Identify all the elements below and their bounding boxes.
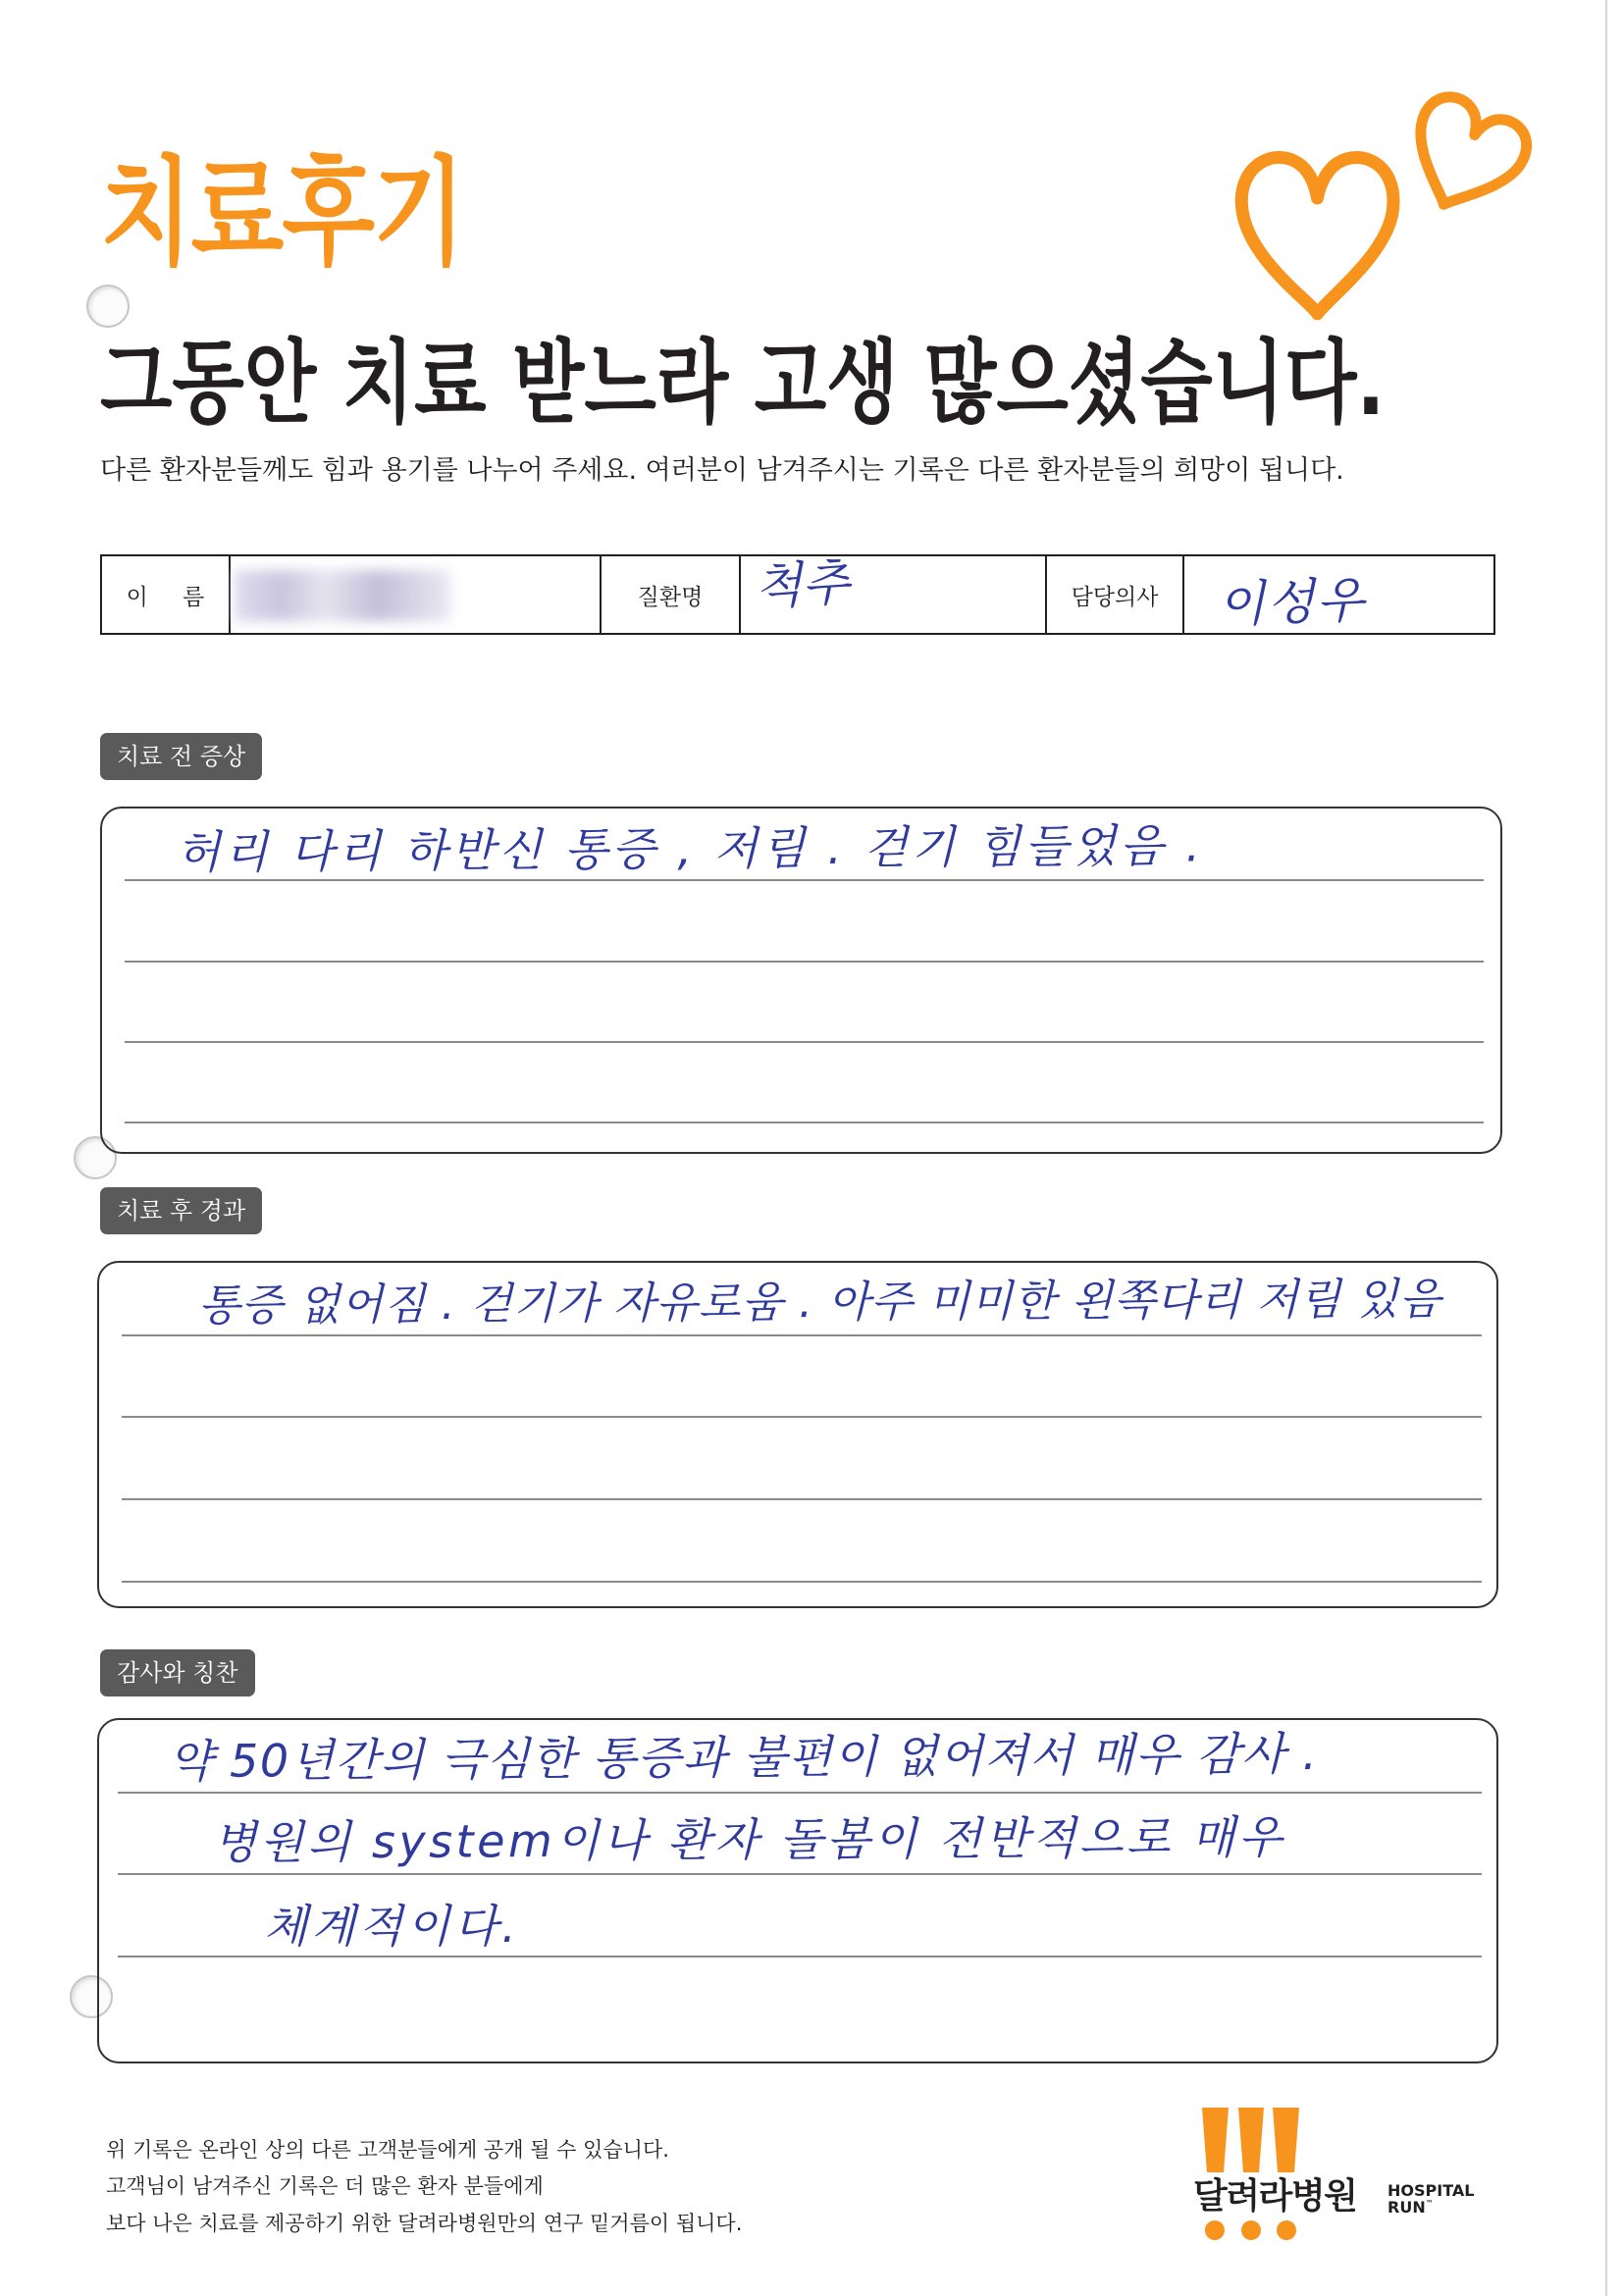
logo-trademark: ™: [1425, 2199, 1434, 2208]
patient-info-table: [100, 554, 1495, 635]
section-label-before-treatment: 치료 전 증상: [100, 733, 262, 780]
writing-line: [122, 1498, 1482, 1500]
disease-value: 척추: [753, 553, 852, 616]
writing-line: [122, 1334, 1482, 1336]
logo-exclamation-dot: [1277, 2220, 1296, 2240]
logo-exclamation-marks: [1195, 2106, 1305, 2243]
hearts-decoration: [1217, 88, 1550, 334]
logo-exclamation-bar: [1238, 2108, 1264, 2172]
writing-line: [122, 1416, 1482, 1418]
punch-hole: [86, 285, 130, 328]
page-title: 치료후기: [100, 145, 464, 283]
handwritten-answer-line: 약 50년간의 극심한 통증과 불편이 없어져서 매우 감사 .: [168, 1726, 1319, 1789]
writing-line: [118, 1956, 1482, 1957]
logo-exclamation-dot: [1205, 2220, 1225, 2240]
logo-english-line-1: HOSPITAL: [1387, 2181, 1475, 2200]
section-label-thanks: 감사와 칭찬: [100, 1649, 255, 1696]
footer-note: 고객님이 남겨주신 기록은 더 많은 환자 분들에게: [106, 2174, 544, 2198]
name-value-redacted: [231, 556, 602, 633]
doctor-value: 이성우: [1217, 571, 1367, 634]
handwritten-answer-line: 허리 다리 하반신 통증 , 저림 . 걷기 힘들었음 .: [176, 818, 1205, 879]
writing-line: [118, 1873, 1482, 1875]
logo-hospital-name: 달려라병원: [1193, 2176, 1357, 2217]
scan-edge-line: [1605, 0, 1607, 2296]
doctor-label: 담당의사: [1047, 556, 1184, 633]
logo-exclamation-bar: [1273, 2108, 1299, 2172]
logo-english-line-2: [1387, 2200, 1434, 2216]
page-subheading: 다른 환자분들께도 힘과 용기를 나누어 주세요. 여러분이 남겨주시는 기록은 다른 환자분들의 희망이 됩니다.: [100, 455, 1344, 486]
name-label: 이 름: [102, 556, 231, 633]
name-blur-redaction: [235, 570, 450, 621]
logo-exclamation-dot: [1241, 2220, 1261, 2240]
handwritten-answer-line: 병원의 system이나 환자 돌봄이 전반적으로 매우: [212, 1810, 1285, 1869]
heart-icon-large: [1241, 157, 1393, 313]
heart-icon-small: [1394, 88, 1536, 227]
disease-value-cell: [741, 553, 1047, 633]
writing-line: [125, 961, 1484, 963]
writing-line: [125, 879, 1484, 881]
footer-note: 보다 나은 치료를 제공하기 위한 달려라병원만의 연구 밑거름이 됩니다.: [106, 2212, 743, 2235]
logo-run-text: RUN: [1387, 2198, 1426, 2217]
doctor-value-cell: [1184, 556, 1493, 633]
footer-note: 위 기록은 온라인 상의 다른 고객분들에게 공개 될 수 있습니다.: [106, 2138, 669, 2162]
section-label-after-treatment: 치료 후 경과: [100, 1187, 262, 1234]
writing-line: [125, 1122, 1484, 1123]
writing-line: [118, 1792, 1482, 1794]
handwritten-answer-line: 체계적이다.: [264, 1900, 520, 1953]
handwritten-answer-line: 통증 없어짐 . 걷기가 자유로움 . 아주 미미한 왼쪽다리 저림 있음: [197, 1274, 1442, 1331]
disease-label: 질환명: [602, 556, 741, 633]
page-heading: 그동안 치료 받느라 고생 많으셨습니다.: [100, 329, 1386, 437]
writing-line: [122, 1581, 1482, 1583]
logo-exclamation-bar: [1202, 2108, 1229, 2172]
writing-line: [125, 1041, 1484, 1043]
